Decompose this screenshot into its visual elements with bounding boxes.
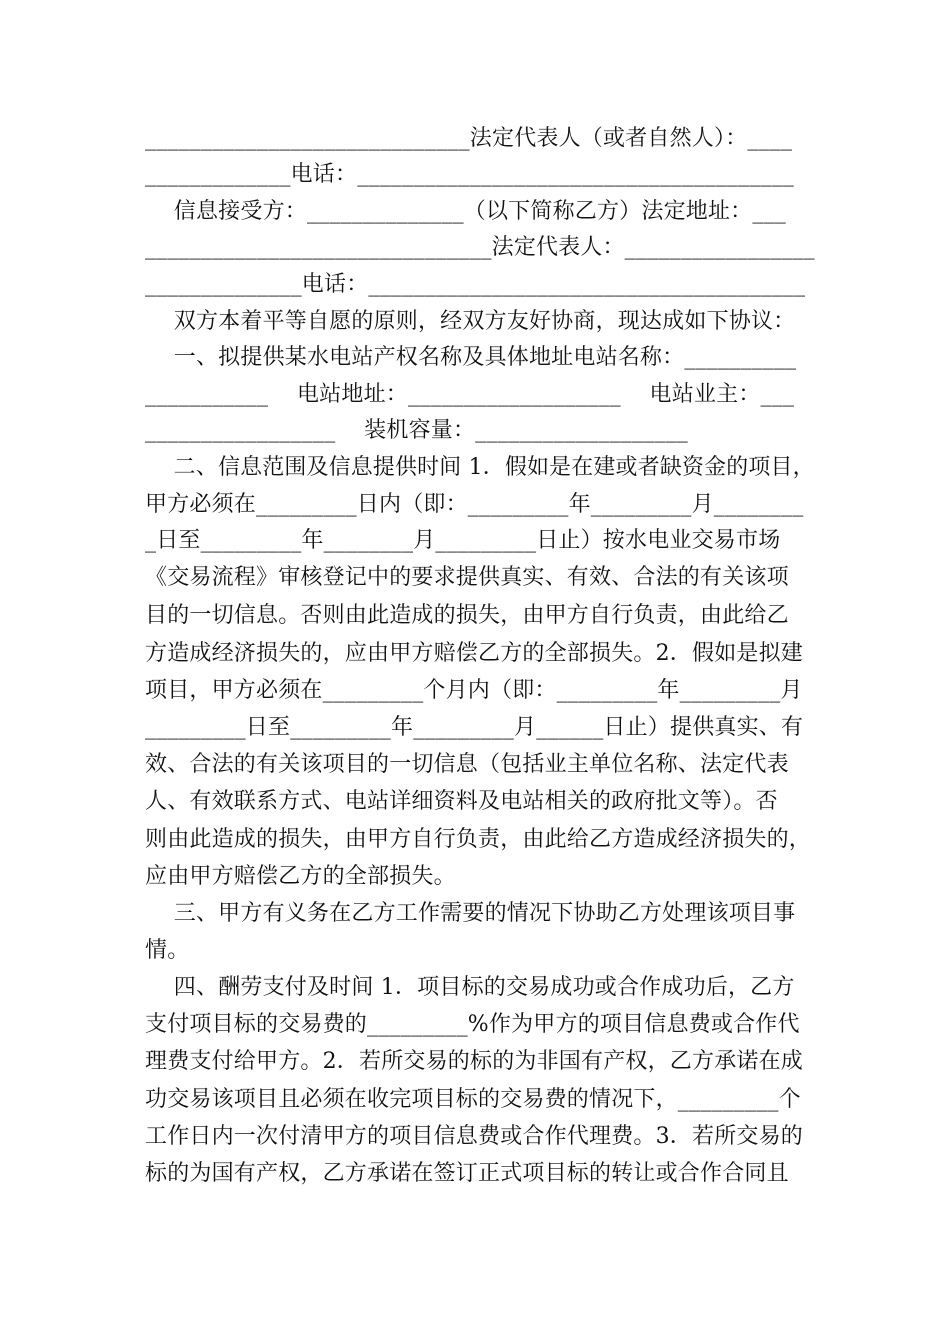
text-line: 人、有效联系方式、电站详细资料及电站相关的政府批文等）。否 bbox=[145, 789, 778, 814]
text-line: _日至_________年________月_________日止）按水电业交易市场 bbox=[145, 528, 781, 553]
text-line: 目的一切信息。否则由此造成的损失，由甲方自行负责，由此给乙 bbox=[145, 603, 789, 628]
text-line: ___________ 电站地址：___________________ 电站业主：___ bbox=[145, 382, 795, 407]
text-line: 信息接受方：______________（以下简称乙方）法定地址：___ bbox=[145, 199, 786, 224]
text-line: 标的为国有产权，乙方承诺在签订正式项目标的转让或合作合同且 bbox=[145, 1161, 789, 1186]
text-line: 应由甲方赔偿乙方的全部损失。 bbox=[145, 864, 456, 889]
text-line: _________________ 装机容量：___________________ bbox=[145, 418, 688, 443]
text-line: 支付项目标的交易费的_________%作为甲方的项目信息费或合作代 bbox=[145, 1012, 800, 1037]
text-line: 双方本着平等自愿的原则，经双方友好协商，现达成如下协议： bbox=[145, 309, 796, 334]
text-line: _____________电话：_______________________________________ bbox=[145, 162, 795, 187]
text-line: 甲方必须在_________日内（即：_________年_________月________ bbox=[145, 492, 804, 517]
text-line: 项目，甲方必须在_________个月内（即：_________年_________月 bbox=[145, 678, 803, 703]
text-line: 二、信息范围及信息提供时间 1．假如是在建或者缺资金的项目， bbox=[145, 455, 815, 480]
text-line: 理费支付给甲方。2．若所交易的标的为非国有产权，乙方承诺在成 bbox=[145, 1049, 803, 1074]
text-line: 工作日内一次付清甲方的项目信息费或合作代理费。3．若所交易的 bbox=[145, 1124, 803, 1149]
text-line: 四、酬劳支付及时间 1．项目标的交易成功或合作成功后，乙方 bbox=[145, 975, 795, 1000]
text-line: _____________________________法定代表人（或者自然人）：____ bbox=[145, 126, 793, 151]
text-line: _________日至_________年_________月______日止）提供真实、有 bbox=[145, 715, 804, 740]
text-line: 功交易该项目且必须在收完项目标的交易费的情况下，_________个 bbox=[145, 1087, 801, 1112]
text-line: 情。 bbox=[145, 938, 190, 963]
text-line: 效、合法的有关该项目的一切信息（包括业主单位名称、法定代表 bbox=[145, 752, 789, 777]
text-line: 三、甲方有义务在乙方工作需要的情况下协助乙方处理该项目事 bbox=[145, 901, 796, 926]
text-line: ______________电话：_______________________________________ bbox=[145, 272, 806, 297]
text-line: 则由此造成的损失，由甲方自行负责，由此给乙方造成经济损失的， bbox=[145, 827, 812, 852]
text-line: _______________________________法定代表人：_________________ bbox=[145, 235, 815, 260]
text-line: 方造成经济损失的，应由甲方赔偿乙方的全部损失。2．假如是拟建 bbox=[145, 641, 803, 666]
text-line: 一、拟提供某水电站产权名称及具体地址电站名称：__________ bbox=[145, 345, 797, 370]
text-line: 《交易流程》审核登记中的要求提供真实、有效、合法的有关该项 bbox=[145, 565, 789, 590]
